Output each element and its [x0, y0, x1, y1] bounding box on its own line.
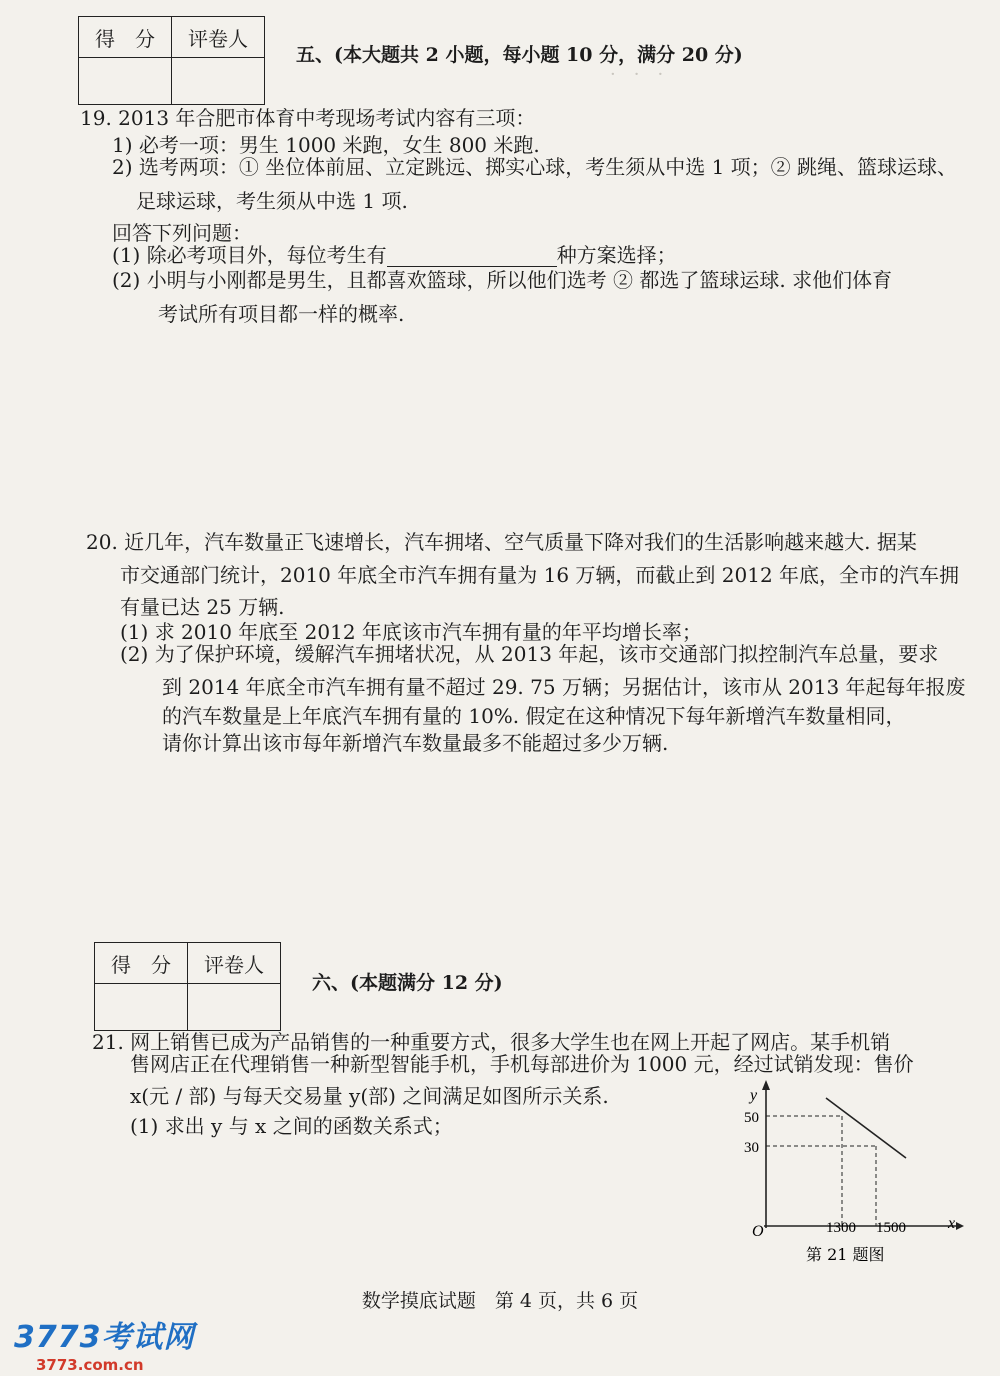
q19-sub2a: (2) 小明与小刚都是男生，且都喜欢篮球，所以他们选考 ② 都选了篮球运球. 求他们体育	[112, 268, 893, 292]
q20-sub2d: 请你计算出该市每年新增汽车数量最多不能超过多少万辆.	[162, 731, 669, 755]
q20-line2: 市交通部门统计，2010 年底全市汽车拥有量为 16 万辆，而截止到 2012 年底，全市的汽车拥	[120, 563, 960, 587]
answer-blank	[387, 246, 557, 267]
grader-label: 评卷人	[188, 943, 281, 984]
q19-item1: 1) 必考一项：男生 1000 米跑，女生 800 米跑.	[112, 133, 540, 157]
figure-21-graph	[730, 1070, 970, 1270]
q21-line2: 售网店正在代理销售一种新型智能手机，手机每部进价为 1000 元，经过试销发现：售价	[130, 1052, 914, 1076]
grader-cell	[172, 58, 265, 105]
q19-stem: 19. 2013 年合肥市体育中考现场考试内容有三项：	[80, 106, 536, 130]
x-tick-1500: 1500	[876, 1220, 906, 1236]
x-tick-1300: 1300	[826, 1220, 856, 1236]
y-tick-30: 30	[744, 1140, 759, 1156]
q21-line1: 21. 网上销售已成为产品销售的一种重要方式，很多大学生也在网上开起了网店。某手机销	[92, 1030, 891, 1054]
q20-line3: 有量已达 25 万辆.	[120, 595, 285, 619]
x-axis-arrow	[956, 1222, 964, 1230]
grader-cell	[188, 984, 281, 1031]
x-axis-label: x	[948, 1215, 956, 1232]
grader-label: 评卷人	[172, 17, 265, 58]
watermark-url: 3773.com.cn	[36, 1356, 144, 1374]
score-box-1	[78, 16, 265, 105]
y-axis-label: y	[750, 1087, 758, 1104]
origin-label: O	[752, 1223, 764, 1240]
q20-sub2c: 的汽车数量是上年底汽车拥有量的 10%. 假定在这种情况下每年新增汽车数量相同，	[162, 704, 906, 728]
score-label: 得 分	[79, 17, 172, 58]
q20-sub1: (1) 求 2010 年底至 2012 年底该市汽车拥有量的年平均增长率；	[120, 620, 702, 644]
section-5-title: 五、(本大题共 2 小题，每小题 10 分，满分 20 分)	[296, 44, 743, 66]
watermark-logo: 3773考试网	[14, 1320, 195, 1355]
q21-sub1: (1) 求出 y 与 x 之间的函数关系式；	[130, 1114, 453, 1138]
y-axis-arrow	[762, 1080, 770, 1090]
page-footer: 数学摸底试题 第 4 页，共 6 页	[361, 1290, 639, 1312]
q21-line3: x(元 / 部) 与每天交易量 y(部) 之间满足如图所示关系.	[130, 1084, 609, 1108]
q19-sub1-after: 种方案选择；	[556, 243, 677, 267]
section-6-title: 六、(本题满分 12 分)	[312, 972, 503, 994]
q19-item2a: 2) 选考两项：① 坐位体前屈、立定跳远、掷实心球，考生须从中选 1 项；② 跳绳、篮球运球、	[112, 155, 958, 179]
figure-caption: 第 21 题图	[806, 1245, 885, 1264]
q19-sub1	[112, 243, 677, 267]
score-cell	[95, 984, 188, 1031]
q19-sub1-before: (1) 除必考项目外，每位考生有	[112, 243, 387, 267]
score-cell	[79, 58, 172, 105]
site-watermark	[14, 1312, 195, 1374]
q20-sub2a: (2) 为了保护环境，缓解汽车拥堵状况，从 2013 年起，该市交通部门拟控制汽车总量，要求	[120, 642, 939, 666]
q19-item2b: 足球运球，考生须从中选 1 项.	[136, 189, 408, 213]
q20-sub2b: 到 2014 年底全市汽车拥有量不超过 29. 75 万辆；另据估计，该市从 2013 年起每年报废	[162, 675, 966, 699]
y-tick-50: 50	[744, 1110, 759, 1126]
q19-sub2b: 考试所有项目都一样的概率.	[158, 302, 405, 326]
bleed-through-text: · · ·	[610, 64, 664, 85]
score-label: 得 分	[95, 943, 188, 984]
q20-line1: 20. 近几年，汽车数量正飞速增长，汽车拥堵、空气质量下降对我们的生活影响越来越大. 据某	[86, 530, 917, 554]
score-box-2	[94, 942, 281, 1031]
q19-answer-prompt: 回答下列问题：	[112, 221, 252, 245]
function-line	[826, 1098, 906, 1158]
